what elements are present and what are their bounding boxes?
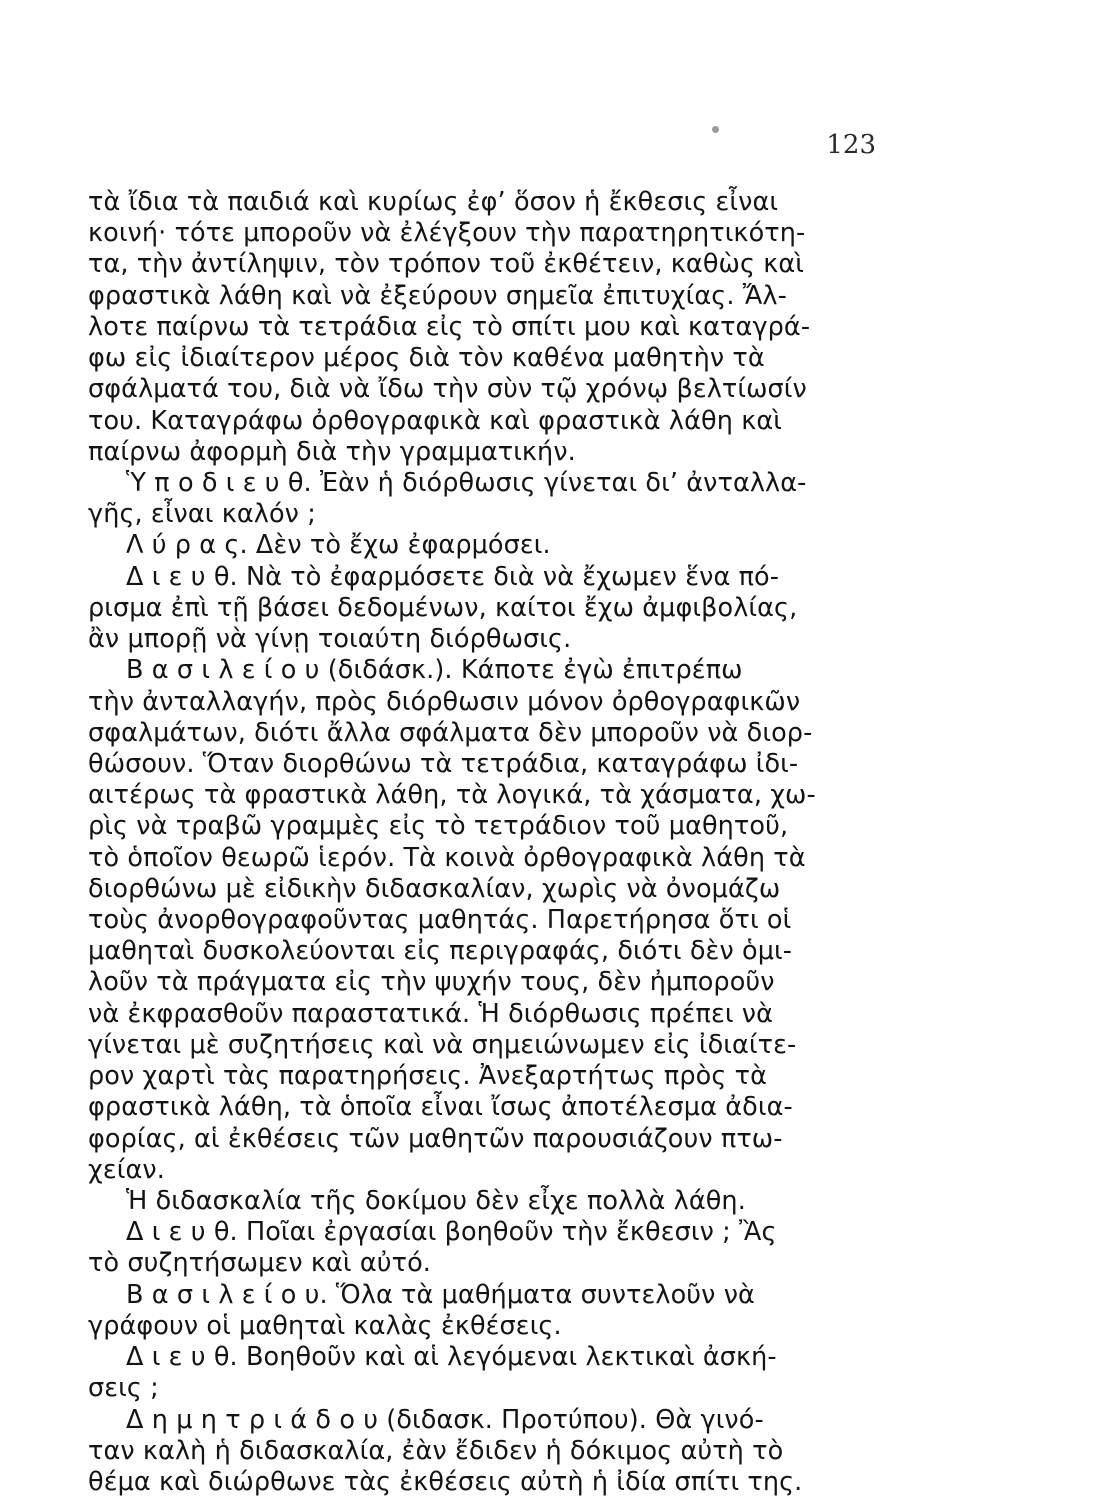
- text-line: νὰ ἐκφρασθοῦν παραστατικά. Ἡ διόρθωσις πρέπει νὰ: [88, 999, 774, 1029]
- text-line: τοὺς ἀνορθογραφοῦντας μαθητάς. Παρετήρησα ὅτι οἱ: [88, 905, 792, 935]
- text-line: γράφουν οἱ μαθηταὶ καλὰς ἐκθέσεις.: [88, 1311, 562, 1341]
- text-line: μαθηταὶ δυσκολεύονται εἰς περιγραφάς, διότι δὲν ὁμι-: [88, 936, 793, 966]
- text-line: τα, τὴν ἀντίληψιν, τὸν τρόπον τοῦ ἐκθέτειν, καθὼς καὶ: [88, 249, 805, 279]
- text-line: χείαν.: [88, 1155, 165, 1185]
- text-line: σεις ;: [88, 1373, 159, 1403]
- text-line: γῆς, εἶναι καλόν ;: [88, 499, 316, 529]
- speaker-line: Δ ι ε υ θ. Ποῖαι ἐργασίαι βοηθοῦν τὴν ἔκθεσιν ; Ἂς: [126, 1217, 777, 1247]
- page-number: 123: [826, 130, 876, 160]
- speaker-line: Λ ύ ρ α ς. Δὲν τὸ ἔχω ἐφαρμόσει.: [126, 530, 551, 560]
- text-line: Ἡ διδασκαλία τῆς δοκίμου δὲν εἶχε πολλὰ λάθη.: [126, 1186, 746, 1216]
- text-line: σφάλματά του, διὰ νὰ ἴδω τὴν σὺν τῷ χρόνῳ βελτίωσίν: [88, 374, 807, 404]
- speaker-line: Β α σ ι λ ε ί ο υ (διδάσκ.). Κάποτε ἐγὼ ἐπιτρέπω: [126, 655, 743, 685]
- text-line: τὰ ἴδια τὰ παιδιά καὶ κυρίως ἐφ’ ὅσον ἡ ἔκθεσις εἶναι: [88, 187, 779, 217]
- text-line: θώσουν. Ὅταν διορθώνω τὰ τετράδια, καταγράφω ἰδι-: [88, 749, 799, 779]
- text-line: κοινή· τότε μποροῦν νὰ ἐλέγξουν τὴν παρατηρητικότη-: [88, 218, 806, 248]
- text-line: παίρνω ἀφορμὴ διὰ τὴν γραμματικήν.: [88, 437, 576, 467]
- text-line: φορίας, αἱ ἐκθέσεις τῶν μαθητῶν παρουσιάζουν πτω-: [88, 1124, 783, 1154]
- text-line: θέμα καὶ διώρθωνε τὰς ἐκθέσεις αὐτὴ ἡ ἰδία σπίτι της.: [88, 1467, 803, 1497]
- text-line: ἂν μπορῇ νὰ γίνῃ τοιαύτη διόρθωσις.: [88, 624, 572, 654]
- text-line: του. Καταγράφω ὀρθογραφικὰ καὶ φραστικὰ λάθη καὶ: [88, 406, 782, 436]
- text-line: ρισμα ἐπὶ τῇ βάσει δεδομένων, καίτοι ἔχω ἀμφιβολίας,: [88, 593, 798, 623]
- speaker-line: Δ ι ε υ θ. Βοηθοῦν καὶ αἱ λεγόμεναι λεκτικαὶ ἀσκή-: [126, 1342, 777, 1372]
- text-line: διορθώνω μὲ εἰδικὴν διδασκαλίαν, χωρὶς νὰ ὀνομάζω: [88, 874, 781, 904]
- text-line: λοτε παίρνω τὰ τετράδια εἰς τὸ σπίτι μου καὶ καταγρά-: [88, 312, 811, 342]
- text-line: σφαλμάτων, διότι ἄλλα σφάλματα δὲν μποροῦν νὰ διορ-: [88, 718, 813, 748]
- text-line: αιτέρως τὰ φραστικὰ λάθη, τὰ λογικά, τὰ χάσματα, χω-: [88, 780, 816, 810]
- text-line: φω εἰς ἰδιαίτερον μέρος διὰ τὸν καθένα μαθητὴν τὰ: [88, 343, 765, 373]
- text-line: τὸ ὁποῖον θεωρῶ ἱερόν. Τὰ κοινὰ ὀρθογραφικὰ λάθη τὰ: [88, 843, 806, 873]
- speaker-line: Ὑ π ο δ ι ε υ θ. Ἐὰν ἡ διόρθωσις γίνεται δι’ ἀνταλλα-: [126, 468, 807, 498]
- text-line: φραστικὰ λάθη καὶ νὰ ἐξεύρουν σημεῖα ἐπιτυχίας. Ἄλ-: [88, 281, 787, 311]
- text-line: ρὶς νὰ τραβῶ γραμμὲς εἰς τὸ τετράδιον τοῦ μαθητοῦ,: [88, 811, 789, 841]
- text-line: φραστικὰ λάθη, τὰ ὁποῖα εἶναι ἴσως ἀποτέλεσμα ἀδια-: [88, 1092, 793, 1122]
- text-line: τὸ συζητήσωμεν καὶ αὐτό.: [88, 1248, 431, 1278]
- text-line: λοῦν τὰ πράγματα εἰς τὴν ψυχήν τους, δὲν ἠμποροῦν: [88, 967, 775, 997]
- text-line: ρον χαρτὶ τὰς παρατηρήσεις. Ἀνεξαρτήτως πρὸς τὰ: [88, 1061, 768, 1091]
- text-line: ταν καλὴ ἡ διδασκαλία, ἐὰν ἔδιδεν ἡ δόκιμος αὐτὴ τὸ: [88, 1436, 784, 1466]
- text-line: γίνεται μὲ συζητήσεις καὶ νὰ σημειώνωμεν εἰς ἰδιαίτε-: [88, 1030, 797, 1060]
- speaker-line: Β α σ ι λ ε ί ο υ. Ὅλα τὰ μαθήματα συντελοῦν νὰ: [126, 1280, 755, 1310]
- scan-speck: [712, 126, 719, 133]
- text-line: τὴν ἀνταλλαγήν, πρὸς διόρθωσιν μόνον ὀρθογραφικῶν: [88, 687, 801, 717]
- speaker-line: Δ ι ε υ θ. Νὰ τὸ ἐφαρμόσετε διὰ νὰ ἔχωμεν ἕνα πό-: [126, 562, 780, 592]
- speaker-line: Δ η μ η τ ρ ι ά δ ο υ (διδασκ. Προτύπου). Θὰ γινό-: [126, 1405, 764, 1435]
